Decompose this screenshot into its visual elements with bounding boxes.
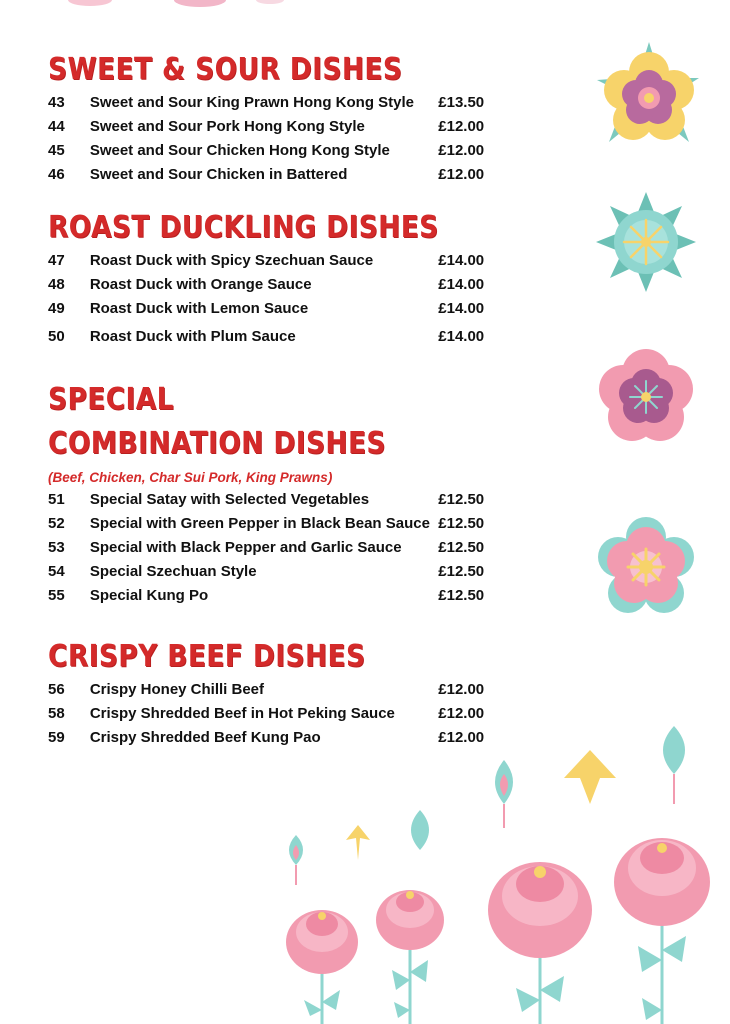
item-name: Sweet and Sour Chicken Hong Kong Style	[89, 141, 390, 159]
item-name: Crispy Shredded Beef in Hot Peking Sauce	[89, 704, 395, 722]
paper-flower-garden-icon	[270, 720, 730, 1024]
item-price: £12.00	[438, 165, 485, 183]
item-number: 46	[48, 165, 65, 183]
item-price: £12.00	[438, 704, 485, 722]
menu-item	[48, 677, 498, 701]
item-number: 56	[48, 680, 65, 698]
item-price: £12.00	[438, 117, 485, 135]
item-number: 52	[48, 514, 65, 532]
item-name: Roast Duck with Orange Sauce	[89, 275, 312, 293]
menu-item	[48, 248, 498, 272]
section-special-combination	[48, 378, 498, 607]
section-title: SWEET & SOUR DISHES	[48, 52, 403, 87]
item-price: £12.50	[438, 490, 485, 508]
section-title: ROAST DUCKLING DISHES	[48, 210, 439, 245]
menu-item	[48, 559, 498, 583]
menu-item	[48, 114, 498, 138]
menu-item	[48, 90, 498, 114]
item-number: 49	[48, 299, 65, 317]
item-price: £13.50	[438, 93, 485, 111]
menu-item	[48, 162, 498, 186]
section-title-line1: SPECIAL	[48, 382, 174, 417]
menu-item	[48, 583, 498, 607]
item-name: Roast Duck with Spicy Szechuan Sauce	[89, 251, 374, 269]
paper-flower-mint-icon	[594, 190, 704, 300]
menu-item	[48, 272, 498, 296]
item-number: 44	[48, 117, 65, 135]
item-name: Sweet and Sour King Prawn Hong Kong Style	[89, 93, 415, 111]
item-number: 43	[48, 93, 65, 111]
item-name: Special Szechuan Style	[89, 562, 257, 580]
item-price: £14.00	[438, 327, 485, 345]
item-number: 48	[48, 275, 65, 293]
item-number: 47	[48, 251, 65, 269]
menu-item	[48, 296, 498, 320]
section-title: CRISPY BEEF DISHES	[48, 639, 366, 674]
item-number: 45	[48, 141, 65, 159]
item-price: £14.00	[438, 275, 485, 293]
item-number: 54	[48, 562, 65, 580]
item-name: Special with Black Pepper and Garlic Sauce	[89, 538, 402, 556]
paper-flower-pink-mint-icon	[594, 515, 704, 625]
menu-item	[48, 138, 498, 162]
item-name: Roast Duck with Plum Sauce	[89, 327, 296, 345]
menu-item	[48, 535, 498, 559]
item-name: Special Satay with Selected Vegetables	[89, 490, 370, 508]
item-price: £12.50	[438, 538, 485, 556]
paper-flower-pink-icon	[594, 345, 704, 455]
item-price: £12.50	[438, 586, 485, 604]
item-price: £12.00	[438, 680, 485, 698]
section-title-line2: COMBINATION DISHES	[48, 426, 386, 461]
paper-flower-yellow-icon	[594, 40, 714, 160]
item-number: 50	[48, 327, 65, 345]
item-price: £14.00	[438, 299, 485, 317]
menu-item	[48, 487, 498, 511]
item-price: £12.50	[438, 514, 485, 532]
menu-item	[48, 324, 498, 348]
section-sweet-sour	[48, 50, 498, 186]
section-roast-duckling	[48, 208, 498, 348]
item-name: Sweet and Sour Chicken in Battered	[89, 165, 348, 183]
item-name: Special Kung Po	[89, 586, 209, 604]
item-name: Sweet and Sour Pork Hong Kong Style	[89, 117, 365, 135]
item-price: £12.50	[438, 562, 485, 580]
item-name: Special with Green Pepper in Black Bean Sauce	[89, 514, 430, 532]
item-number: 55	[48, 586, 65, 604]
section-note: (Beef, Chicken, Char Sui Pork, King Prawns)	[48, 470, 333, 485]
item-price: £12.00	[438, 141, 485, 159]
item-price: £12.00	[438, 728, 485, 746]
item-name: Roast Duck with Lemon Sauce	[89, 299, 309, 317]
item-name: Crispy Honey Chilli Beef	[89, 680, 265, 698]
item-name: Crispy Shredded Beef Kung Pao	[89, 728, 321, 746]
top-flower-fragment-icon	[60, 0, 300, 10]
item-number: 51	[48, 490, 65, 508]
item-number: 58	[48, 704, 65, 722]
item-price: £14.00	[438, 251, 485, 269]
menu-content	[48, 50, 498, 771]
item-number: 59	[48, 728, 65, 746]
item-number: 53	[48, 538, 65, 556]
menu-item	[48, 511, 498, 535]
